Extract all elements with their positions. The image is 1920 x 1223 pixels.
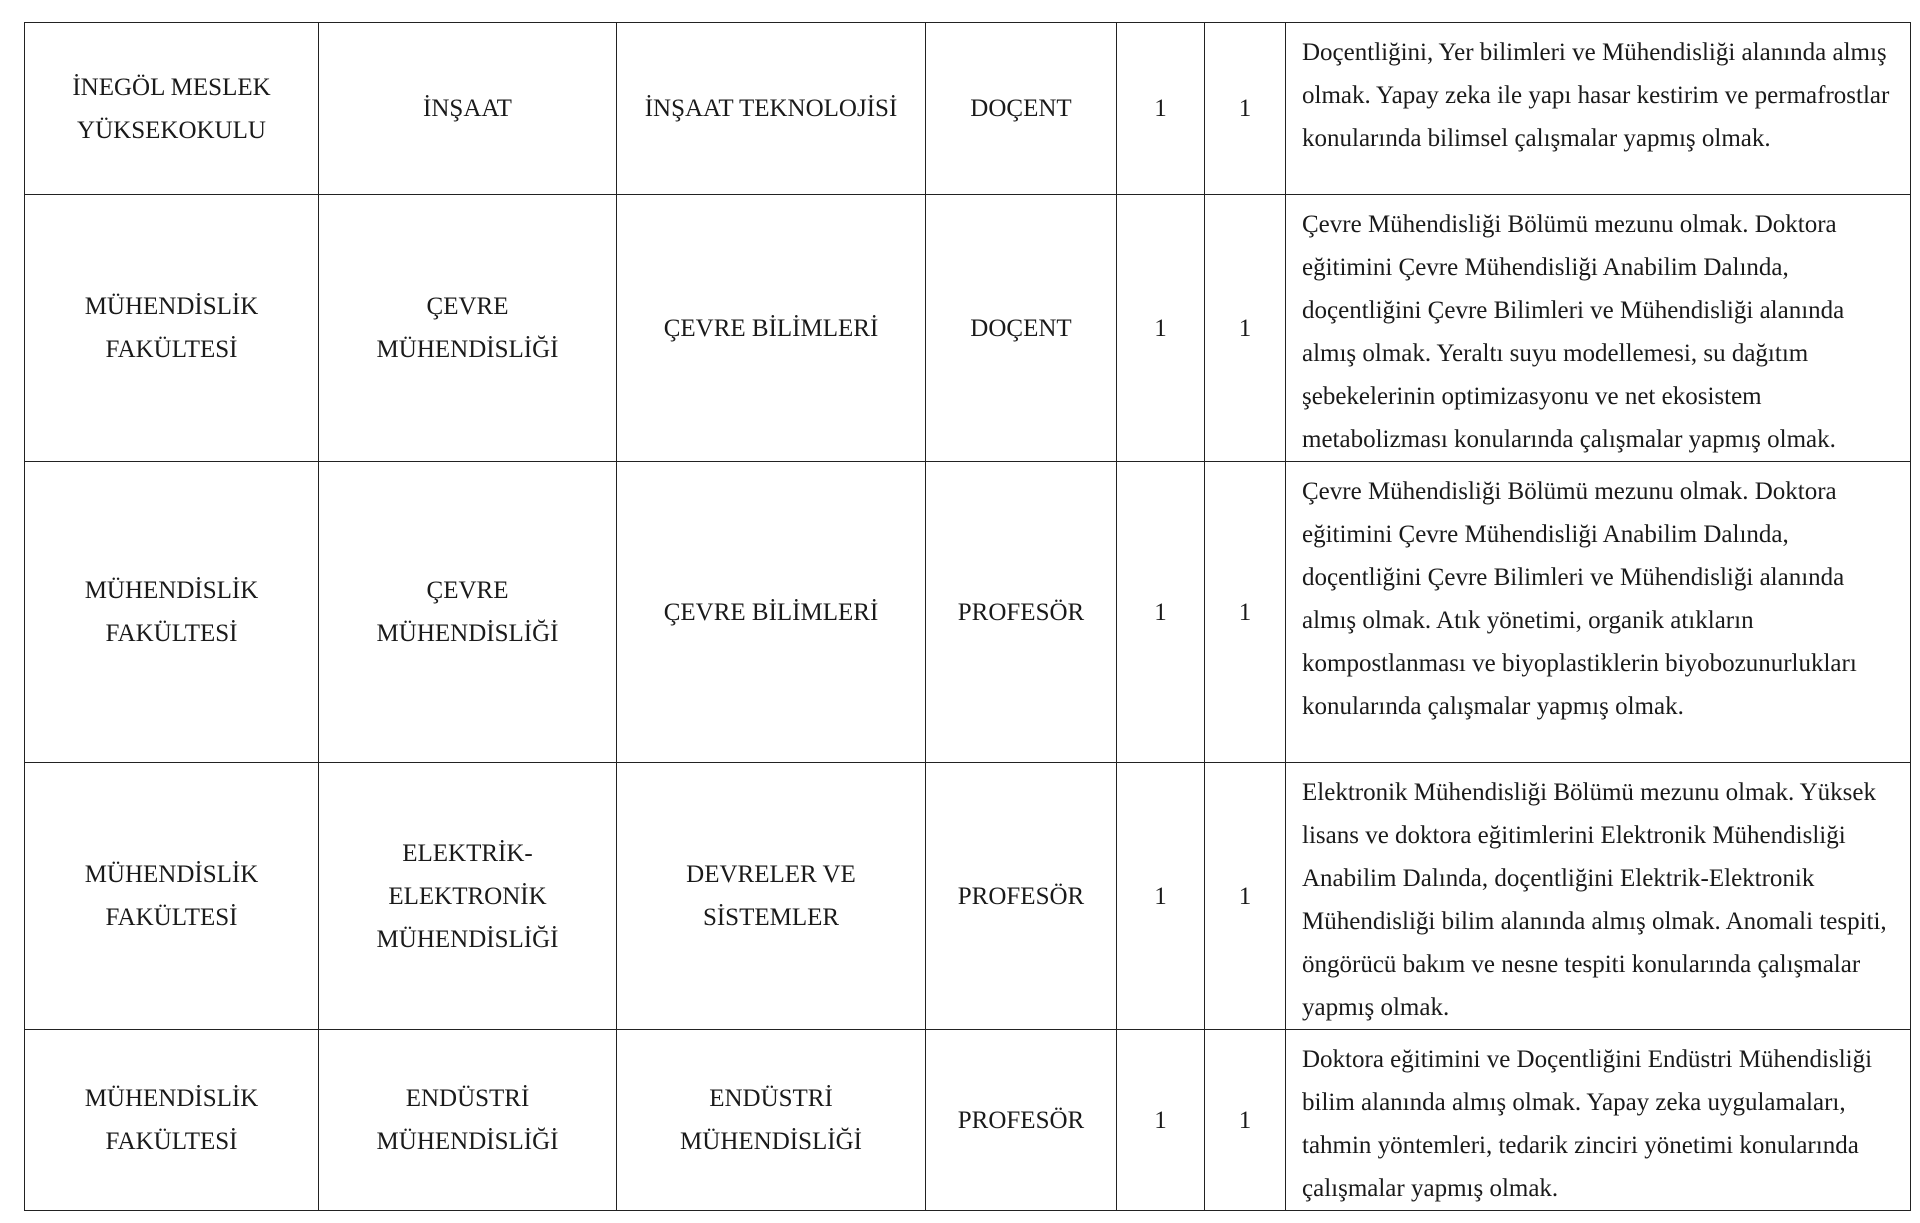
unit-cell xyxy=(25,462,319,763)
requirement-text: Elektronik Mühendisliği Bölümü mezunu olmak. Yüksek lisans ve doktora eğitimlerini Elektronik Mühendisliği Anabilim Dalında, doçentliğini Elektrik-Elektronik Mühendisliği bilim alanında almış olmak. Anomali tespiti, öngörücü bakım ve nesne tespiti konularında çalışmalar yapmış olmak. xyxy=(1302,779,1887,1021)
title-cell xyxy=(926,1030,1117,1211)
unit-text: MÜHENDİSLİK FAKÜLTESİ xyxy=(84,861,259,931)
count1-cell xyxy=(1117,1030,1205,1211)
field-cell xyxy=(617,23,926,195)
title-text: PROFESÖR xyxy=(957,1106,1085,1134)
requirement-cell xyxy=(1286,23,1911,195)
requirement-cell xyxy=(1286,1030,1911,1211)
count1-text: 1 xyxy=(1154,1106,1167,1134)
count1-cell xyxy=(1117,23,1205,195)
requirement-text: Doçentliğini, Yer bilimleri ve Mühendisliği alanında almış olmak. Yapay zeka ile yapı hasar kestirim ve permafrostlar konularında bilimsel çalışmalar yapmış olmak. xyxy=(1302,39,1890,152)
unit-cell xyxy=(25,23,319,195)
requirement-text: Çevre Mühendisliği Bölümü mezunu olmak. Doktora eğitimini Çevre Mühendisliği Anabilim Dalında, doçentliğini Çevre Bilimleri ve Mühendisliği alanında almış olmak. Yeraltı suyu modellemesi, su dağıtım şebekelerinin optimizasyonu ve net ekosistem metabolizması konularında çalışmalar yapmış olmak. xyxy=(1302,211,1845,453)
requirement-cell xyxy=(1286,763,1911,1030)
department-text: ÇEVRE MÜHENDİSLİĞİ xyxy=(376,293,559,363)
title-cell xyxy=(926,763,1117,1030)
department-cell xyxy=(319,462,617,763)
count1-text: 1 xyxy=(1154,882,1167,910)
count2-cell xyxy=(1205,195,1286,462)
unit-cell xyxy=(25,763,319,1030)
count1-text: 1 xyxy=(1154,95,1167,122)
field-text: İNŞAAT TEKNOLOJİSİ xyxy=(644,95,898,122)
title-text: DOÇENT xyxy=(970,314,1072,342)
count1-text: 1 xyxy=(1154,598,1167,626)
field-cell xyxy=(617,195,926,462)
title-text: PROFESÖR xyxy=(957,882,1085,910)
unit-text: İNEGÖL MESLEK YÜKSEKOKULU xyxy=(72,73,271,144)
table-row xyxy=(25,1030,1911,1211)
department-text: ÇEVRE MÜHENDİSLİĞİ xyxy=(376,577,559,647)
requirement-cell xyxy=(1286,195,1911,462)
count2-text: 1 xyxy=(1238,598,1252,626)
count1-cell xyxy=(1117,763,1205,1030)
requirement-text: Doktora eğitimini ve Doçentliğini Endüstri Mühendisliği bilim alanında almış olmak. Yapay zeka uygulamaları, tahmin yöntemleri, tedarik zinciri yönetimi konularında çalışmalar yapmış olmak. xyxy=(1302,1046,1873,1202)
count2-text: 1 xyxy=(1238,882,1252,910)
table-row xyxy=(25,195,1911,462)
count1-cell xyxy=(1117,195,1205,462)
count2-cell xyxy=(1205,462,1286,763)
department-text: İNŞAAT xyxy=(423,95,512,122)
department-text: ELEKTRİK- ELEKTRONİK MÜHENDİSLİĞİ xyxy=(376,839,559,953)
title-cell xyxy=(926,195,1117,462)
field-text: ÇEVRE BİLİMLERİ xyxy=(663,598,879,626)
title-text: DOÇENT xyxy=(970,95,1072,122)
department-cell xyxy=(319,1030,617,1211)
title-text: PROFESÖR xyxy=(957,598,1085,626)
count2-text: 1 xyxy=(1238,1106,1252,1134)
count2-text: 1 xyxy=(1238,314,1252,342)
table-row xyxy=(25,462,1911,763)
field-text: ÇEVRE BİLİMLERİ xyxy=(663,314,879,342)
count2-cell xyxy=(1205,23,1286,195)
count2-cell xyxy=(1205,1030,1286,1211)
title-cell xyxy=(926,23,1117,195)
table-row xyxy=(25,763,1911,1030)
department-cell xyxy=(319,763,617,1030)
count1-cell xyxy=(1117,462,1205,763)
field-cell xyxy=(617,763,926,1030)
unit-text: MÜHENDİSLİK FAKÜLTESİ xyxy=(84,1085,259,1155)
field-text: DEVRELER VE SİSTEMLER xyxy=(686,861,856,931)
requirement-text: Çevre Mühendisliği Bölümü mezunu olmak. Doktora eğitimini Çevre Mühendisliği Anabilim Dalında, doçentliğini Çevre Bilimleri ve Mühendisliği alanında almış olmak. Atık yönetimi, organik atıkların kompostlanması ve biyoplastiklerin biyobozunurlukları konularında çalışmalar yapmış olmak. xyxy=(1302,478,1857,720)
unit-cell xyxy=(25,1030,319,1211)
unit-cell xyxy=(25,195,319,462)
table-row xyxy=(25,23,1911,195)
unit-text: MÜHENDİSLİK FAKÜLTESİ xyxy=(84,577,259,647)
positions-table xyxy=(24,22,1911,1211)
field-text: ENDÜSTRİ MÜHENDİSLİĞİ xyxy=(680,1085,862,1155)
count2-cell xyxy=(1205,763,1286,1030)
title-cell xyxy=(926,462,1117,763)
field-cell xyxy=(617,1030,926,1211)
field-cell xyxy=(617,462,926,763)
department-cell xyxy=(319,195,617,462)
count2-text: 1 xyxy=(1238,95,1252,122)
unit-text: MÜHENDİSLİK FAKÜLTESİ xyxy=(84,293,259,363)
requirement-cell xyxy=(1286,462,1911,763)
department-cell xyxy=(319,23,617,195)
count1-text: 1 xyxy=(1154,314,1167,342)
department-text: ENDÜSTRİ MÜHENDİSLİĞİ xyxy=(376,1085,559,1155)
